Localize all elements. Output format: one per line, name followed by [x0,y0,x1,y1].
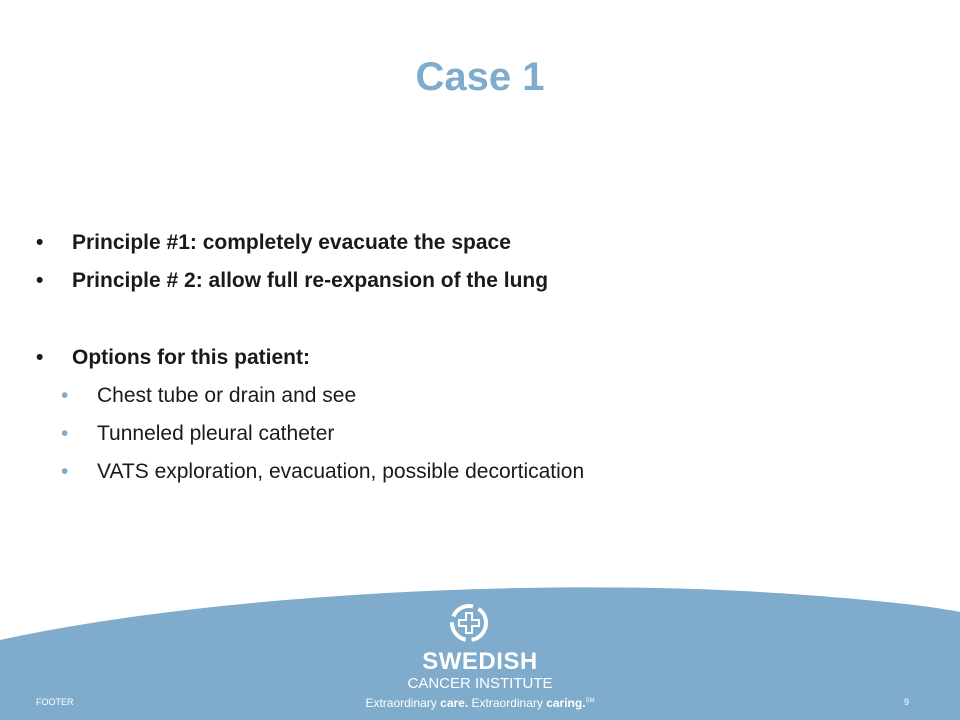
bullet-text: Principle #1: completely evacuate the space [72,231,511,254]
sub-bullet-marker: • [61,422,69,445]
page-number: 9 [904,697,910,707]
swedish-cross-circle-icon [449,603,489,643]
tagline-bold: care. [440,696,469,710]
tagline-text: Extraordinary [468,696,547,710]
logo-subtitle: CANCER INSTITUTE [407,675,553,692]
bullet-text: Principle # 2: allow full re-expansion of the lung [72,269,549,292]
footer-label: FOOTER [36,697,74,707]
sub-bullet-marker: • [61,460,69,483]
tagline-bold: caring. [546,696,586,710]
sub-bullet-text: Chest tube or drain and see [97,384,357,407]
tagline [0,696,960,710]
service-mark: SM [585,698,595,704]
sub-bullet-marker: • [61,384,69,407]
bullet-text: Options for this patient: [72,346,310,369]
bullet-marker: • [36,231,44,254]
logo-name: SWEDISH [422,648,538,675]
sub-bullet-text: VATS exploration, evacuation, possible decortication [97,460,585,483]
bullet-marker: • [36,346,44,369]
sub-bullet-text: Tunneled pleural catheter [97,422,335,445]
tagline-text: Extraordinary [365,696,441,710]
bullet-marker: • [36,269,44,292]
slide-title: Case 1 [415,55,545,99]
